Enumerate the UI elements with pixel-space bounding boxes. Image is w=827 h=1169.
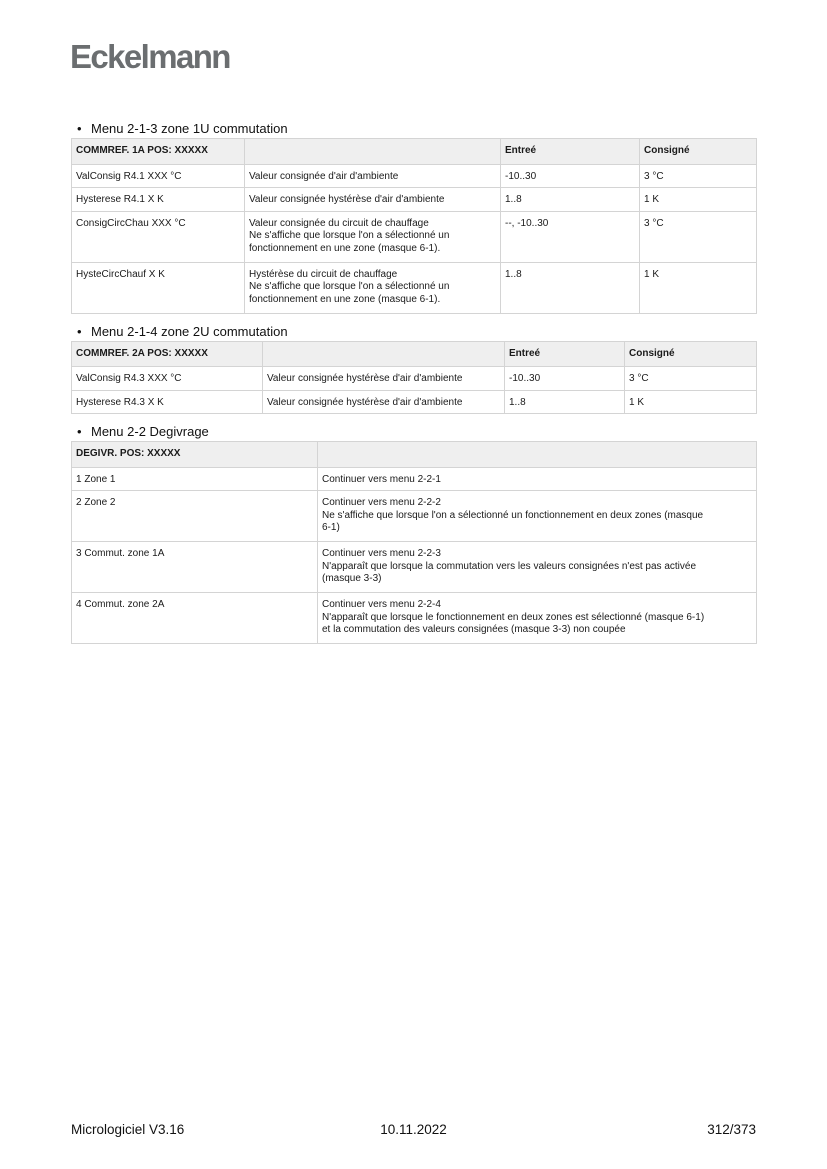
table-row [72, 542, 757, 593]
description-line: fonctionnement en une zone (masque 6-1). [249, 242, 441, 254]
column-header [263, 341, 505, 367]
param-cell: ValConsig R4.3 XXX °C [72, 367, 263, 391]
section-heading-menu-2-2 [71, 423, 756, 440]
description-cell: Valeur consignée d'air d'ambiente [245, 164, 501, 188]
param-cell: 4 Commut. zone 2A [72, 593, 318, 644]
section-heading-text: Menu 2-1-3 zone 1U commutation [91, 121, 288, 136]
description-cell [245, 262, 501, 313]
table-row [72, 262, 757, 313]
description-cell [245, 211, 501, 262]
param-cell: ValConsig R4.1 XXX °C [72, 164, 245, 188]
param-cell: Hysterese R4.3 X K [72, 390, 263, 414]
section-heading-text: Menu 2-2 Degivrage [91, 424, 209, 439]
table-row [72, 211, 757, 262]
table-menu-2-1-4 [71, 341, 757, 415]
description-cell [318, 491, 757, 542]
input-range-cell: --, -10..30 [501, 211, 640, 262]
description-line: Continuer vers menu 2-2-2 [322, 497, 441, 508]
column-header: Consigné [640, 139, 757, 165]
table-header-row [72, 442, 757, 468]
description-cell: Valeur consignée hystérèse d'air d'ambiente [245, 188, 501, 212]
table-row [72, 491, 757, 542]
description-line: 6-1) [322, 522, 340, 533]
param-cell: Hysterese R4.1 X K [72, 188, 245, 212]
table-row [72, 467, 757, 491]
bullet-icon: • [77, 323, 82, 339]
setpoint-cell: 1 K [640, 188, 757, 212]
footer-page-number: 312/373 [707, 1122, 756, 1137]
input-range-cell: 1..8 [501, 262, 640, 313]
column-header: Entreé [501, 139, 640, 165]
table-header-row [72, 139, 757, 165]
table-row [72, 593, 757, 644]
description-line: N'apparaît que lorsque le fonctionnement en deux zones est sélectionné (masque 6-1) [322, 611, 705, 623]
description-cell: Continuer vers menu 2-2-1 [318, 467, 757, 491]
description-cell: Valeur consignée hystérèse d'air d'ambiente [263, 390, 505, 414]
param-cell: 3 Commut. zone 1A [72, 542, 318, 593]
setpoint-cell: 1 K [625, 390, 757, 414]
table-menu-2-2 [71, 441, 757, 644]
setpoint-cell: 3 °C [625, 367, 757, 391]
param-cell: 1 Zone 1 [72, 467, 318, 491]
description-cell: Valeur consignée hystérèse d'air d'ambiente [263, 367, 505, 391]
page-footer [71, 1122, 756, 1140]
description-line: Hystérèse du circuit de chauffage [249, 268, 398, 280]
table-row [72, 367, 757, 391]
bullet-icon: • [77, 424, 82, 439]
description-line: N'apparaît que lorsque la commutation vers les valeurs consignées n'est pas activée [322, 560, 697, 572]
description-cell [318, 542, 757, 593]
bullet-icon: • [77, 121, 82, 136]
column-header: COMMREF. 2A POS: XXXXX [72, 341, 263, 367]
column-header [318, 442, 757, 468]
column-header: Entreé [505, 341, 625, 367]
description-line: Ne s'affiche que lorsque l'on a sélectionné un [249, 281, 450, 292]
table-header-row [72, 341, 757, 367]
table-menu-2-1-3 [71, 138, 757, 314]
section-heading-menu-2-1-3 [71, 120, 756, 137]
table-row [72, 390, 757, 414]
column-header: DEGIVR. POS: XXXXX [72, 442, 318, 468]
param-cell: HysteCircChauf X K [72, 262, 245, 313]
description-line: Continuer vers menu 2-2-3 [322, 548, 441, 559]
footer-firmware-version: Micrologiciel V3.16 [71, 1122, 185, 1137]
table-row [72, 188, 757, 212]
section-heading-menu-2-1-4 [71, 323, 756, 340]
input-range-cell: 1..8 [501, 188, 640, 212]
param-cell: 2 Zone 2 [72, 491, 318, 542]
setpoint-cell: 3 °C [640, 164, 757, 188]
input-range-cell: 1..8 [505, 390, 625, 414]
description-cell [318, 593, 757, 644]
column-header [245, 139, 501, 165]
page-content [71, 120, 756, 644]
input-range-cell: -10..30 [505, 367, 625, 391]
section-heading-text: Menu 2-1-4 zone 2U commutation [91, 323, 288, 339]
setpoint-cell: 1 K [640, 262, 757, 313]
footer-date: 10.11.2022 [380, 1122, 447, 1137]
setpoint-cell: 3 °C [640, 211, 757, 262]
param-cell: ConsigCircChau XXX °C [72, 211, 245, 262]
column-header: COMMREF. 1A POS: XXXXX [72, 139, 245, 165]
eckelmann-logo: Eckelmann [70, 38, 230, 75]
column-header: Consigné [625, 341, 757, 367]
description-line: (masque 3-3) [322, 573, 382, 584]
description-line: Valeur consignée du circuit de chauffage [249, 217, 429, 229]
input-range-cell: -10..30 [501, 164, 640, 188]
table-row [72, 164, 757, 188]
description-line: fonctionnement en une zone (masque 6-1). [249, 293, 441, 305]
description-line: et la commutation des valeurs consignées (masque 3-3) non coupée [322, 624, 626, 635]
description-line: Ne s'affiche que lorsque l'on a sélectionné un fonctionnement en deux zones (masque [322, 509, 704, 521]
description-line: Ne s'affiche que lorsque l'on a sélectionné un [249, 230, 450, 241]
description-line: Continuer vers menu 2-2-4 [322, 599, 441, 610]
